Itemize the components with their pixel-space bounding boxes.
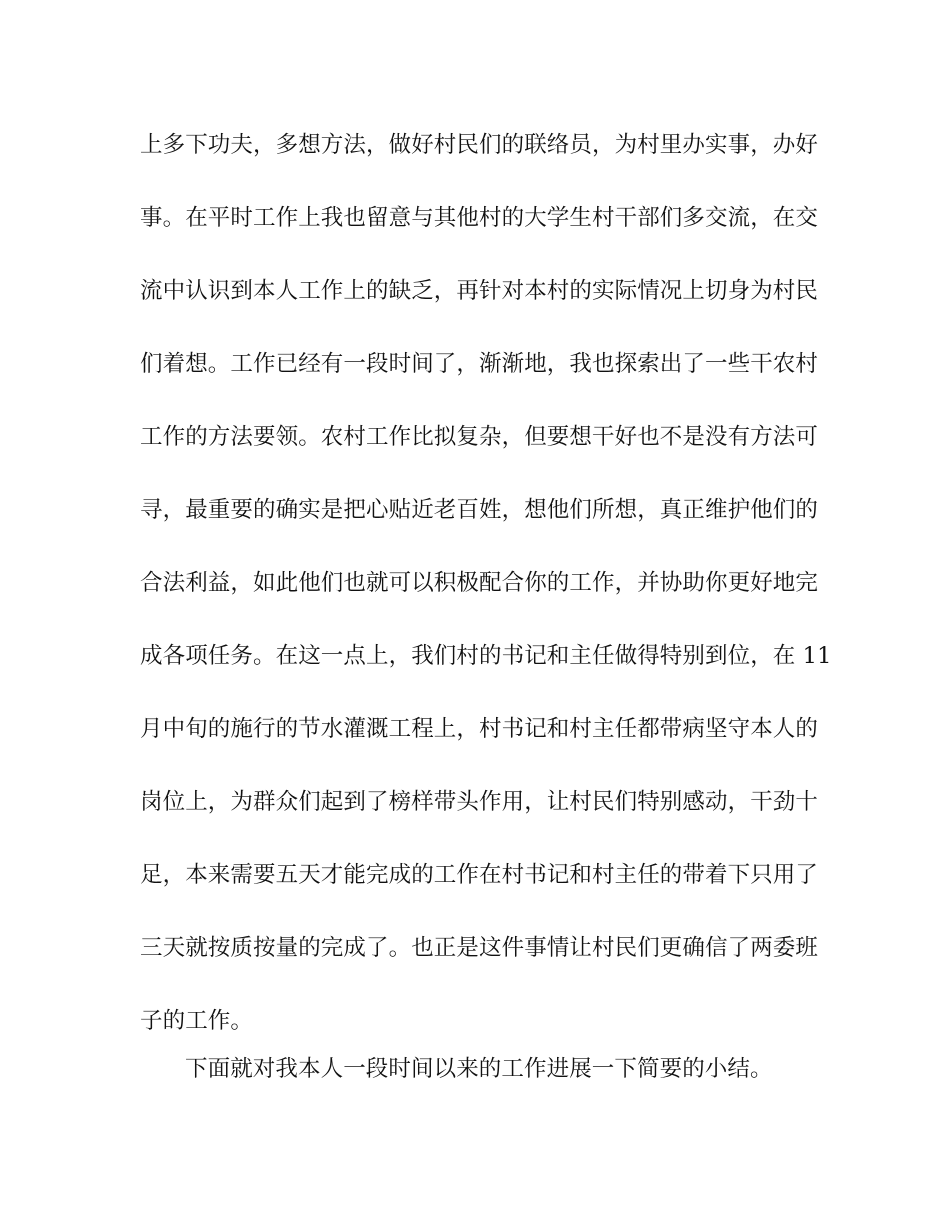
text-line: 合法利益，如此他们也就可以积极配合你的工作，并协助你更好地完 [140,570,819,596]
text-line: 月中旬的施行的节水灌溉工程上，村书记和村主任都带病坚守本人的 [140,716,819,742]
text-line: 寻，最重要的确实是把心贴近老百姓，想他们所想，真正维护他们的 [140,497,819,523]
body-text [140,109,832,1106]
text-line: 流中认识到本人工作上的缺乏，再针对本村的实际情况上切身为村民 [140,278,819,304]
text-line: 工作的方法要领。农村工作比拟复杂，但要想干好也不是没有方法可 [140,424,819,450]
text-line: 足，本来需要五天才能完成的工作在村书记和村主任的带着下只用了 [140,862,819,888]
text-line: 成各项任务。在这一点上，我们村的书记和主任做得特别到位，在 11 [140,643,832,669]
text-line: 子的工作。 [140,1008,254,1034]
text-line: 三天就按质按量的完成了。也正是这件事情让村民们更确信了两委班 [140,935,819,961]
text-line: 岗位上，为群众们起到了榜样带头作用，让村民们特别感动，干劲十 [140,789,819,815]
text-line: 们着想。工作已经有一段时间了，渐渐地，我也探索出了一些干农村 [140,351,819,377]
text-line: 上多下功夫，多想方法，做好村民们的联络员，为村里办实事，办好 [140,132,819,158]
text-line-indented: 下面就对我本人一段时间以来的工作进展一下简要的小结。 [185,1056,773,1082]
text-line: 事。在平时工作上我也留意与其他村的大学生村干部们多交流，在交 [140,205,819,231]
